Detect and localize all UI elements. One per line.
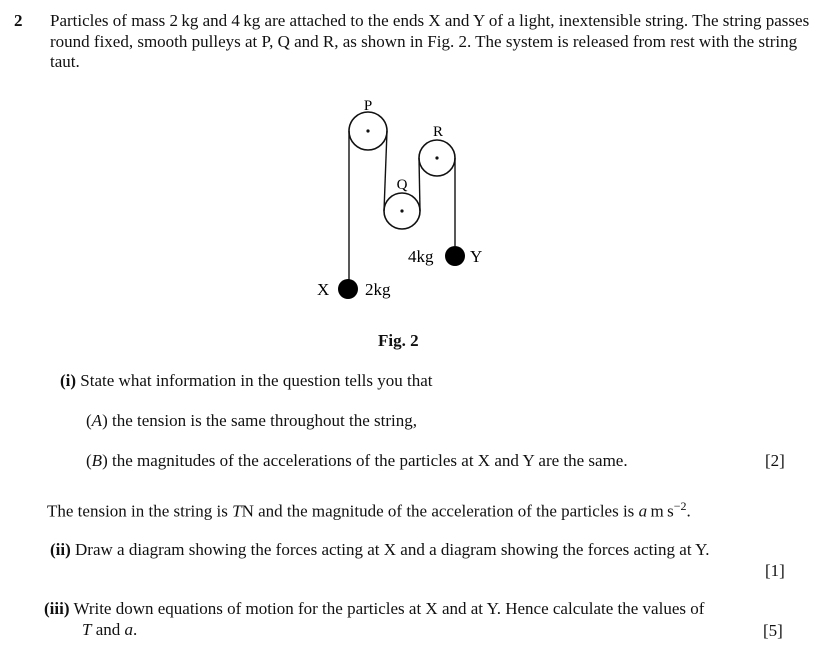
tension-prefix: The tension in the string is — [47, 501, 233, 521]
label-r: R — [432, 124, 444, 140]
part-iii-and: and — [91, 620, 125, 639]
figure-caption: Fig. 2 — [378, 331, 419, 350]
part-iii-t-symbol: T — [82, 620, 92, 639]
part-iii-continuation — [82, 620, 137, 640]
particle-x — [338, 279, 358, 299]
part-i-b-text: the magnitudes of the accelerations of the particles at X and Y are the same. — [111, 451, 628, 470]
tension-middle: N and the magnitude of the acceleration of the particles is — [241, 501, 639, 521]
particle-y — [445, 246, 465, 266]
mass-y-label: 4kg — [408, 247, 434, 266]
pulley-p-axle — [366, 129, 369, 132]
part-iii-text: Write down equations of motion for the particles at X and at Y. Hence calculate the values of — [73, 599, 705, 618]
part-iii-marks: [5] — [763, 621, 783, 640]
part-ii — [50, 540, 710, 560]
pulley-r-axle — [435, 156, 438, 159]
part-ii-text: Draw a diagram showing the forces acting at X and a diagram showing the forces acting at Y. — [75, 540, 710, 559]
tension-suffix: . — [686, 501, 691, 521]
question-intro: Particles of mass 2 kg and 4 kg are attached to the ends X and Y of a light, inextensible string. The string passes round fixed, smooth pulleys at P, Q and R, as shown in Fig. 2. The system is released from rest with the string taut. — [50, 11, 810, 71]
string — [349, 131, 455, 280]
part-i-b — [86, 451, 628, 471]
part-i-a-text: the tension is the same throughout the string, — [111, 411, 417, 430]
part-i — [60, 371, 433, 391]
part-iii-end: . — [133, 620, 138, 639]
label-y: Y — [470, 247, 483, 266]
label-x: X — [317, 280, 330, 299]
question-number: 2 — [14, 11, 23, 30]
part-i-text: State what information in the question tells you that — [80, 371, 433, 390]
part-i-b-label: (B) — [86, 451, 108, 470]
label-p: P — [363, 98, 373, 114]
part-ii-label: (ii) — [50, 540, 71, 559]
label-q: Q — [396, 177, 408, 193]
part-iii — [44, 599, 704, 619]
tension-statement — [47, 499, 691, 522]
part-iii-label: (iii) — [44, 599, 70, 618]
part-i-b-letter: B — [91, 451, 103, 470]
acceleration-exponent: −2 — [673, 499, 687, 513]
part-i-label: (i) — [60, 371, 77, 390]
part-ii-marks: [1] — [765, 561, 785, 580]
acceleration-unit: m s — [650, 501, 674, 521]
pulley-q-axle — [400, 209, 403, 212]
part-i-a-letter: A — [91, 411, 103, 430]
part-i-a-label: (A) — [86, 411, 108, 430]
part-iii-a-symbol: a — [124, 620, 134, 639]
part-i-marks: [2] — [765, 451, 785, 470]
tension-symbol: T — [232, 501, 242, 521]
part-i-a — [86, 411, 417, 431]
mass-x-label: 2kg — [365, 280, 391, 299]
acceleration-symbol: a — [638, 501, 648, 521]
